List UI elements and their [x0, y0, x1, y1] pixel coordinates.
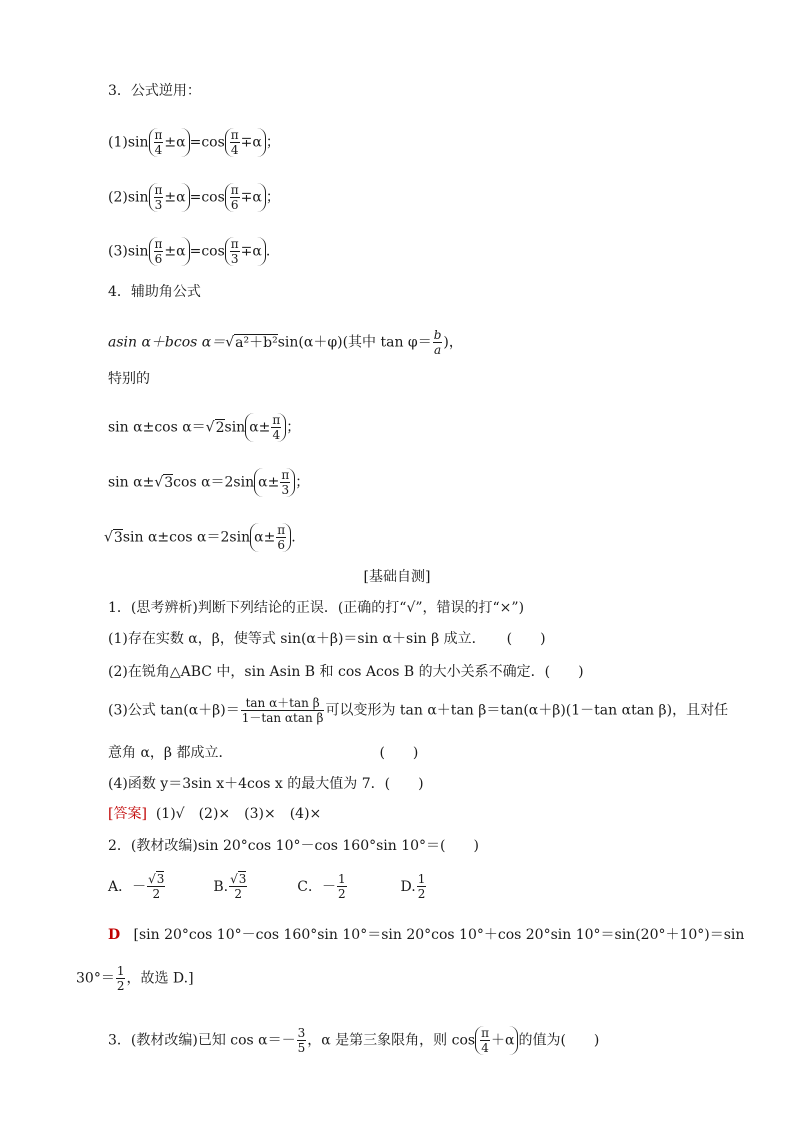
special-heading: 特别的: [108, 371, 150, 387]
answer-label: [答案]: [108, 806, 147, 822]
q1-item-3-cont: 意角 α，β 都成立． ( ): [108, 745, 419, 761]
q1-item-4: (4)函数 y＝3sin x＋4cos x 的最大值为 7．( ): [108, 776, 424, 792]
q2-solution-2: 30°＝ $\frac{1}{2}$ ，故选 D.]: [76, 964, 194, 993]
q2-solution-1: D [sin 20°cos 10°－cos 160°sin 10°＝sin 20°cos 10°＋cos 20°sin 10°＝sin(20°＋10°)＝sin: [108, 927, 745, 943]
formula-3: (3)sin $\frac{\pi}{6}$ ±α =cos $\frac{\pi}{3}$ ∓α .: [108, 237, 271, 266]
q2-option-b: B. $\frac{√3}{2}$: [213, 872, 247, 901]
section-heading: [基础自测]: [363, 569, 431, 585]
special-formula-2: sin α±√3cos α＝2sin α± $\frac{\pi}{3}$ ；: [108, 468, 310, 497]
q1-answer: [答案] (1)√ (2)× (3)× (4)×: [108, 806, 322, 822]
formula-1: (1)sin $\frac{\pi}{4}$ ±α =cos $\frac{\pi}{4}$ ∓α ；: [108, 128, 280, 157]
formula-2: (2)sin $\frac{\pi}{3}$ ±α =cos $\frac{\pi}{6}$ ∓α ；: [108, 183, 280, 212]
q2-option-a: A．－ $\frac{√3}{2}$: [108, 872, 165, 901]
q1-stem: 1．(思考辨析)判断下列结论的正误．(正确的打“√”，错误的打“×”): [108, 600, 525, 616]
special-formula-1: sin α±cos α＝√2sin α± $\frac{\pi}{4}$ ；: [108, 413, 301, 442]
aux-angle-formula: asin α＋bcos α＝√a²＋b²sin(α＋φ)(其中 tan φ＝ $\frac{b}{a}$ )，: [108, 328, 463, 357]
s3-title: 3．公式逆用：: [108, 83, 201, 99]
q1-item-2: (2)在锐角△ABC 中，sin Asin B 和 cos Acos B 的大小关系不确定．( ): [108, 664, 584, 680]
s4-title: 4．辅助角公式: [108, 284, 201, 300]
q2-option-c: C．－ $\frac{1}{2}$: [297, 872, 346, 901]
q2-options: [108, 872, 427, 901]
q1-item-1: (1)存在实数 α，β，使等式 sin(α＋β)＝sin α＋sin β 成立． ( ): [108, 631, 546, 647]
q2-stem: 2．(教材改编)sin 20°cos 10°－cos 160°sin 10°＝( ): [108, 838, 479, 854]
special-formula-3: √3sin α±cos α＝2sin α± $\frac{\pi}{6}$ .: [104, 523, 296, 552]
q3-stem: 3．(教材改编)已知 cos α＝－ $\frac{3}{5}$ ，α 是第三象限角，则 cos $\frac{\pi}{4}$ ＋α 的值为( ): [108, 1026, 600, 1055]
q2-option-d: D. $\frac{1}{2}$: [400, 872, 426, 901]
q1-item-3: (3)公式 tan(α＋β)＝ $\frac{\text{tan α＋tan β}}{\text{1－tan αtan β}}$ 可以变形为 tan α＋tan β＝tan(α＋β)(1－tan αtan β)，且对任: [108, 696, 729, 725]
q2-answer-letter: D: [108, 927, 121, 943]
